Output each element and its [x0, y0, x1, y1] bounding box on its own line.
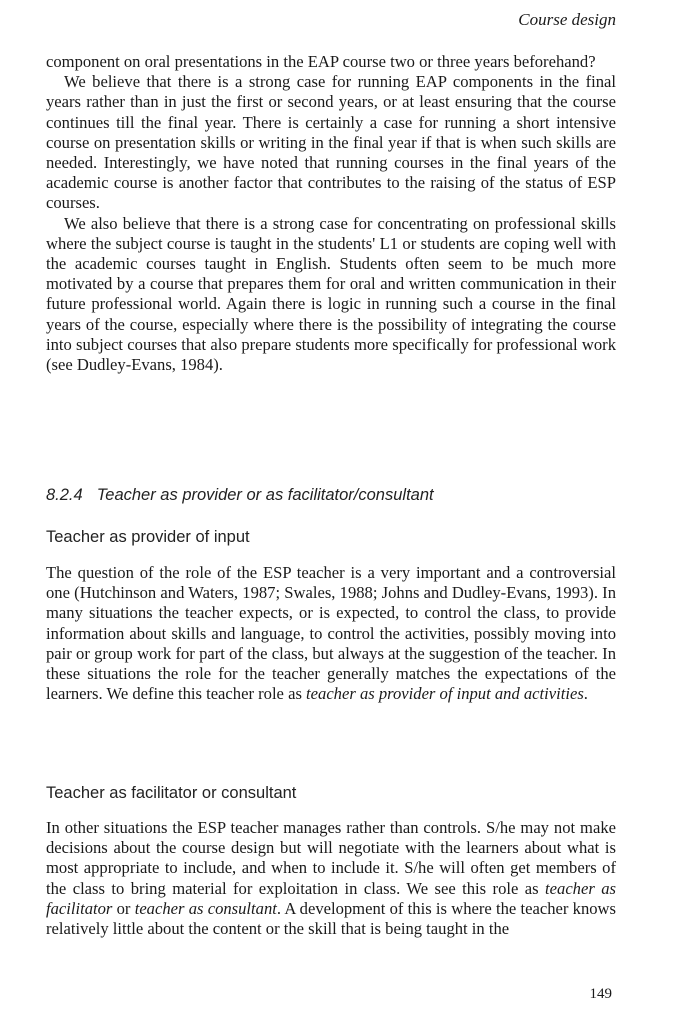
section-number: 8.2.4	[46, 486, 83, 504]
paragraph-2: We believe that there is a strong case for running EAP components in the final years rather than in just the first or second years, or at least ensuring that the course continues till the final year. There is certainly a case for running a short intensive course on presentation skills or writing in the final year if that is when such skills are needed. Interestingly, we have noted that running courses in the final years of the academic course is another factor that contributes to the raising of the status of ESP courses.	[46, 72, 616, 213]
section-title: Teacher as provider or as facilitator/consultant	[96, 486, 434, 504]
subheading-provider: Teacher as provider of input	[46, 528, 250, 546]
running-head: Course design	[518, 10, 616, 29]
subheading-facilitator: Teacher as facilitator or consultant	[46, 784, 297, 802]
section-heading	[46, 486, 616, 505]
body-text-provider	[46, 563, 616, 704]
provider-text: The question of the role of the ESP teacher is a very important and a controversial one (Hutchinson and Waters, 1987; Swales, 1988; Johns and Dudley-Evans, 1993). In many situations the teacher expects, or is expected, to control the class, to provide information about skills and language, to control the activities, possibly moving into pair or group work for part of the class, but always at the suggestion of the teacher. In these situations the role for the teacher generally matches the expectations of the learners. We define this teacher role as	[46, 563, 616, 704]
facilitator-or: or	[112, 898, 135, 918]
provider-emphasis: teacher as provider of input and activities	[306, 684, 584, 704]
facilitator-text: In other situations the ESP teacher manages rather than controls. S/he may not make decisions about the course design but will negotiate with the learners about what is most appropriate to include, and when to include it. S/he will often get members of the class to bring material for exploitation in class. We see this role as	[46, 818, 616, 898]
paragraph-1: component on oral presentations in the EAP course two or three years beforehand?	[46, 52, 596, 71]
provider-end: .	[583, 684, 588, 704]
paragraph-3: We also believe that there is a strong case for concentrating on professional skills where the subject course is taught in the students' L1 or students are coping well with the academic courses taught in English. Students often seem to be much more motivated by a course that prepares them for oral and written communication in their future professional world. Again there is logic in running such a course in the final years of the course, especially where there is the possibility of integrating the course into subject courses that also prepare students more specifically for professional work (see Dudley-Evans, 1984).	[46, 213, 616, 375]
body-text-facilitator	[46, 818, 616, 939]
facilitator-emphasis-1: teacher as facilitator	[46, 878, 616, 918]
facilitator-rest: . A development of this is where the teacher knows relatively little about the content or the skill that is being taught in the	[46, 898, 617, 939]
paragraph-facilitator	[46, 818, 616, 939]
paragraph-provider	[46, 563, 616, 704]
body-text-top	[46, 52, 616, 375]
page-number: 149	[589, 986, 612, 1002]
facilitator-emphasis-2: teacher as consultant	[134, 898, 277, 918]
